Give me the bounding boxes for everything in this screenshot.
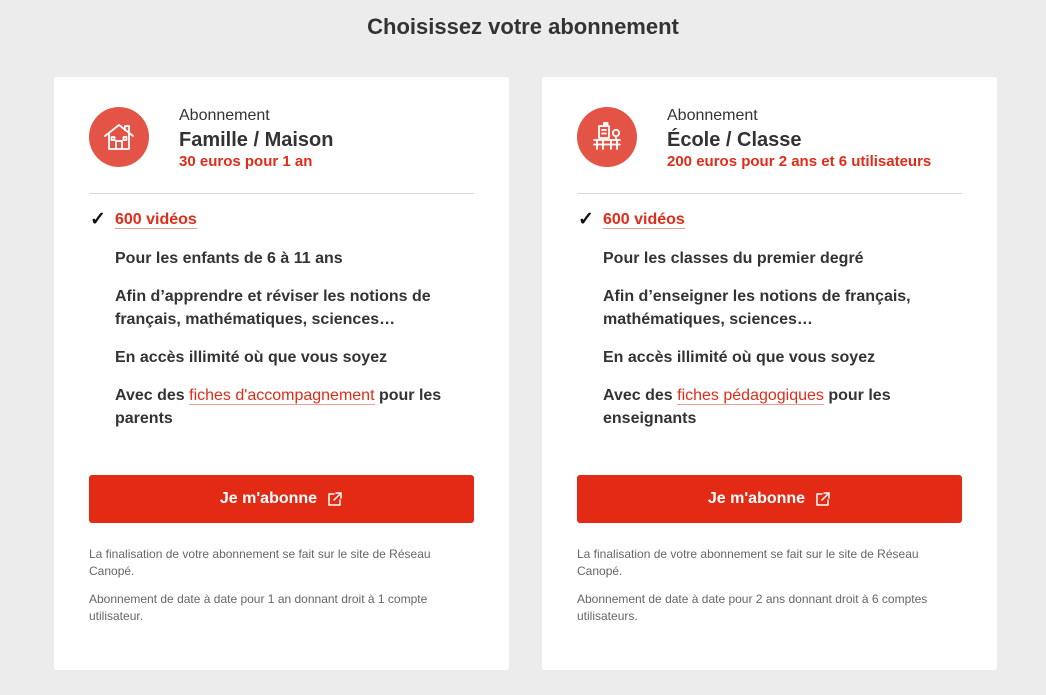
- plan-title-block: [179, 107, 333, 171]
- plan-card-ecole: [542, 77, 997, 670]
- external-link-icon: [327, 491, 343, 507]
- feature-item-audience: [577, 247, 962, 270]
- plan-header: [89, 107, 474, 194]
- feature-item-access: [577, 346, 962, 369]
- plan-name: École / Classe: [667, 129, 802, 151]
- feature-item-purpose: [577, 285, 962, 331]
- sheets-link[interactable]: fiches pédagogiques: [677, 387, 824, 404]
- feature-text: Avec des: [603, 387, 678, 404]
- plan-header: [577, 107, 962, 194]
- plan-price: 30 euros pour 1 an: [179, 153, 313, 170]
- feature-item-videos: [577, 208, 962, 231]
- feature-text: Pour les classes du premier degré: [603, 250, 864, 267]
- subscribe-button[interactable]: [89, 475, 474, 523]
- subscribe-button-label: Je m'abonne: [219, 490, 318, 507]
- feature-item-sheets: [577, 384, 962, 430]
- feature-text: pour les parents: [115, 387, 442, 427]
- plan-kicker: Abonnement: [179, 107, 270, 124]
- plan-title-block: [667, 107, 931, 171]
- check-icon: ✓: [578, 209, 594, 230]
- videos-link[interactable]: 600 vidéos: [115, 211, 197, 228]
- sheets-link[interactable]: fiches d'accompagnement: [189, 387, 375, 404]
- plan-name: Famille / Maison: [179, 129, 334, 151]
- feature-item-sheets: [89, 384, 474, 430]
- subscribe-button-label: Je m'abonne: [707, 490, 806, 507]
- feature-text: Afin d’enseigner les notions de français, mathématiques, sciences…: [603, 288, 911, 328]
- external-link-icon: [815, 491, 831, 507]
- plan-card-famille: [54, 77, 509, 670]
- subscribe-button[interactable]: [577, 475, 962, 523]
- school-icon: [577, 107, 637, 167]
- feature-item-access: [89, 346, 474, 369]
- note-finalisation: La finalisation de votre abonnement se fait sur le site de Réseau Canopé.: [89, 547, 431, 578]
- check-icon: ✓: [90, 209, 106, 230]
- page-title: Choisissez votre abonnement: [367, 14, 679, 39]
- feature-list: [89, 208, 474, 445]
- note-terms: Abonnement de date à date pour 2 ans donnant droit à 6 comptes utilisateurs.: [577, 592, 928, 623]
- feature-text: En accès illimité où que vous soyez: [115, 349, 388, 366]
- feature-text: Pour les enfants de 6 à 11 ans: [115, 250, 343, 267]
- plan-price: 200 euros pour 2 ans et 6 utilisateurs: [667, 153, 932, 170]
- note-terms: Abonnement de date à date pour 1 an donnant droit à 1 compte utilisateur.: [89, 592, 428, 623]
- feature-text: Avec des: [115, 387, 190, 404]
- feature-item-audience: [89, 247, 474, 270]
- feature-item-purpose: [89, 285, 474, 331]
- feature-text: En accès illimité où que vous soyez: [603, 349, 876, 366]
- plan-kicker: Abonnement: [667, 107, 758, 124]
- feature-text: pour les enseignants: [603, 387, 891, 427]
- note-finalisation: La finalisation de votre abonnement se fait sur le site de Réseau Canopé.: [577, 547, 919, 578]
- feature-text: Afin d’apprendre et réviser les notions de français, mathématiques, sciences…: [115, 288, 431, 328]
- house-icon: [89, 107, 149, 167]
- feature-list: [577, 208, 962, 445]
- videos-link[interactable]: 600 vidéos: [603, 211, 685, 228]
- feature-item-videos: [89, 208, 474, 231]
